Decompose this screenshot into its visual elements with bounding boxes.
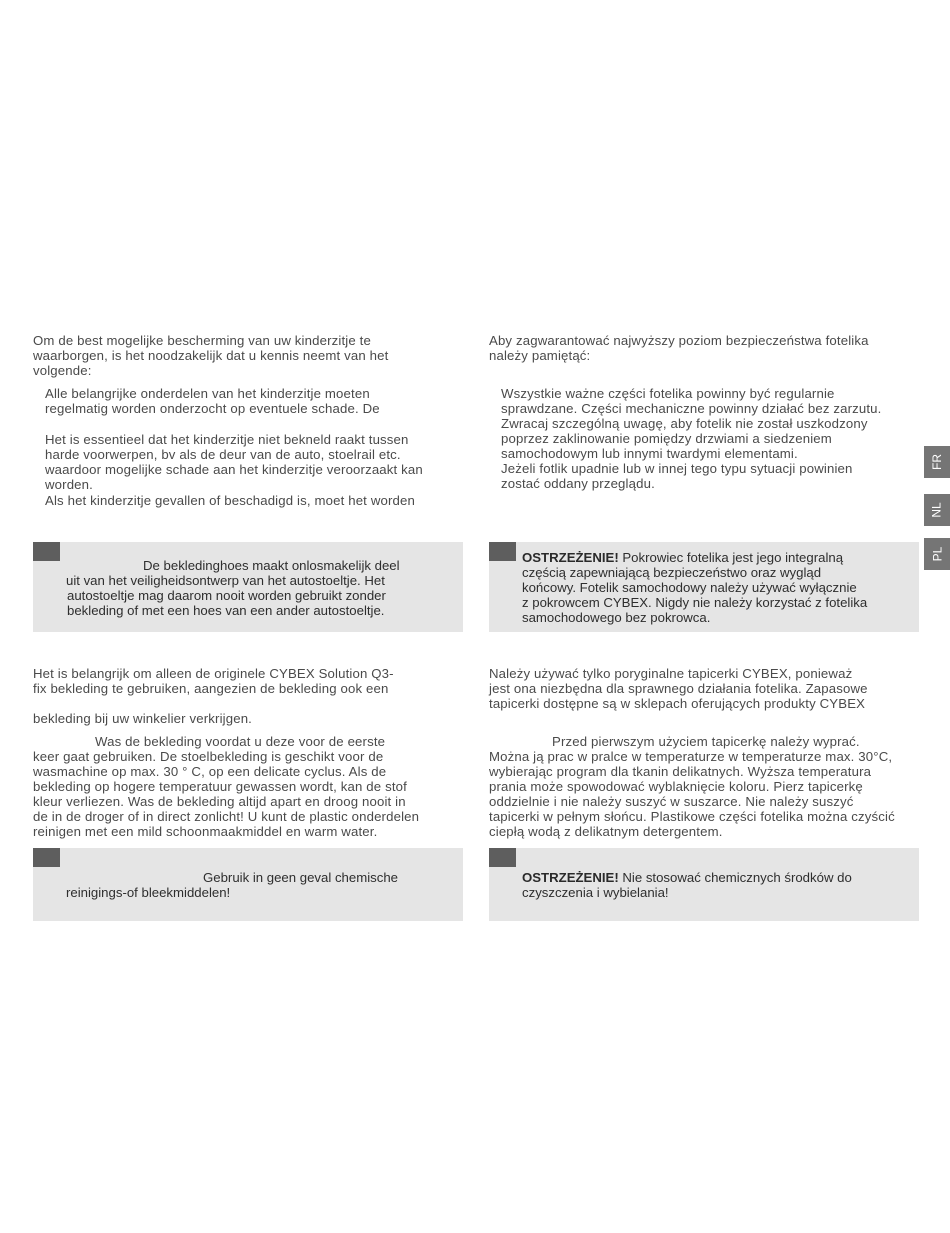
pl-wash-line: wybierając program dla tkanin delikatnych. Wyższa temperatura [489,764,872,779]
nl-bullet-line: harde voorwerpen, bv als de deur van de auto, stoelrail etc. [45,447,401,462]
pl-wash-line: tapicerki w pełnym słońcu. Plastikowe części fotelika można czyścić [489,809,895,824]
pl-bullets [501,386,931,491]
tab-label: PL [930,546,944,562]
nl-warning-line: Gebruik in geen geval chemische [203,870,398,885]
nl-warning-line: autostoeltje mag daarom nooit worden gebruikt zonder [67,588,386,603]
nl-cover-end [33,711,463,726]
pl-warning-line [522,870,852,885]
pl-bullet-line: samochodowym lub innymi twardymi elementami. [501,446,798,461]
pl-warning-label: OSTRZEŻENIE! [522,870,619,885]
nl-intro-line: Om de best mogelijke bescherming van uw kinderzitje te [33,333,371,348]
pl-wash-line: Można ją prac w pralce w temperaturze w temperaturze max. 30°C, [489,749,893,764]
pl-cover-line: tapicerki dostępne są w sklepach oferujących produkty CYBEX [489,696,866,711]
pl-warning-box-2 [489,848,919,921]
tab-label: NL [930,502,944,518]
nl-wash-line: wasmachine op max. 30 ° C, op een delicate cyclus. Als de [33,764,387,779]
pl-warning-box-1 [489,542,919,632]
nl-bullet-line: Als het kinderzitje gevallen of beschadigd is, moet het worden [45,493,415,508]
pl-warning-text: Pokrowiec fotelika jest jego integralną [622,550,844,565]
nl-wash-line: keer gaat gebruiken. De stoelbekleding is geschikt voor de [33,749,384,764]
pl-wash [489,734,919,839]
pl-bullet-line: sprawdzane. Części mechaniczne powinny działać bez zarzutu. [501,401,882,416]
nl-intro-line: volgende: [33,363,92,378]
nl-cover-line: bekleding bij uw winkelier verkrijgen. [33,711,252,726]
pl-warning-line: samochodowego bez pokrowca. [522,610,711,625]
nl-intro [33,333,463,378]
nl-warning-line: De bekledinghoes maakt onlosmakelijk deel [143,558,400,573]
tab-label: FR [930,454,944,470]
nl-warning-line: uit van het veiligheidsontwerp van het autostoeltje. Het [66,573,385,588]
pl-wash-line: Przed pierwszym użyciem tapicerkę należy wyprać. [552,734,860,749]
nl-bullet-3 [45,493,475,508]
pl-warning-line: końcowy. Fotelik samochodowy należy używać wyłącznie [522,580,857,595]
nl-warning-box-1 [33,542,463,632]
pl-intro-line: Aby zagwarantować najwyższy poziom bezpieczeństwa fotelika [489,333,869,348]
pl-intro [489,333,919,363]
pl-bullet-line: Wszystkie ważne części fotelika powinny być regularnie [501,386,835,401]
warning-square-icon [33,542,60,561]
pl-bullet-line: zostać oddany przeglądu. [501,476,655,491]
nl-bullet-1 [45,386,475,416]
nl-wash-line: Was de bekleding voordat u deze voor de eerste [95,734,386,749]
pl-intro-line: należy pamiętąć: [489,348,591,363]
nl-wash-line: reinigen met een mild schoonmaakmiddel en warm water. [33,824,378,839]
nl-cover-line: Het is belangrijk om alleen de originele CYBEX Solution Q3- [33,666,394,681]
pl-warning-line: czyszczenia i wybielania! [522,885,669,900]
pl-bullet-line: Jeżeli fotlik upadnie lub w innej tego typu sytuacji powinien [501,461,853,476]
pl-wash-line: prania może spowodować wyblaknięcie koloru. Pierz tapicerkę [489,779,863,794]
pl-warning-line: częścią zapewniającą bezpieczeństwo oraz wygląd [522,565,822,580]
nl-wash-line: de in de droger of in direct zonlicht! U kunt de plastic onderdelen [33,809,420,824]
pl-warning-label: OSTRZEŻENIE! [522,550,619,565]
pl-warning-line: z pokrowcem CYBEX. Nigdy nie należy korzystać z fotelika [522,595,868,610]
nl-cover [33,666,463,696]
nl-intro-line: waarborgen, is het noodzakelijk dat u kennis neemt van het [33,348,389,363]
nl-bullet-line: Het is essentieel dat het kinderzitje niet bekneld raakt tussen [45,432,409,447]
warning-square-icon [489,542,516,561]
nl-bullet-line: regelmatig worden onderzocht op eventuele schade. De [45,401,380,416]
tab-pl[interactable] [924,538,950,570]
nl-wash [33,734,463,839]
warning-square-icon [33,848,60,867]
nl-bullet-2 [45,432,475,492]
pl-cover [489,666,919,711]
nl-bullet-line: Alle belangrijke onderdelen van het kinderzitje moeten [45,386,370,401]
warning-square-icon [489,848,516,867]
nl-warning-line: reinigings-of bleekmiddelen! [66,885,231,900]
pl-wash-line: oddzielnie i nie należy suszyć w suszarce. Nie należy suszyć [489,794,854,809]
nl-bullet-line: worden. [45,477,93,492]
nl-bullet-line: waardoor mogelijke schade aan het kinderzitje veroorzaakt kan [45,462,423,477]
pl-wash-line: ciepłą wodą z delikatnym detergentem. [489,824,723,839]
nl-wash-line: kleur verliezen. Was de bekleding altijd apart en droog nooit in [33,794,406,809]
nl-warning-line: bekleding of met een hoes van een ander autostoeltje. [67,603,385,618]
nl-cover-line: fix bekleding te gebruiken, aangezien de bekleding ook een [33,681,389,696]
pl-cover-line: jest ona niezbędna dla sprawnego działania fotelika. Zapasowe [489,681,868,696]
pl-cover-line: Należy używać tylko poryginalne tapicerki CYBEX, ponieważ [489,666,853,681]
pl-bullet-line: poprzez zaklinowanie pomiędzy drzwiami a siedzeniem [501,431,832,446]
tab-fr[interactable] [924,446,950,478]
nl-wash-line: bekleding op hogere temperatuur gewassen wordt, kan de stof [33,779,407,794]
pl-warning-line [522,550,843,565]
nl-warning-box-2 [33,848,463,921]
pl-bullet-line: Zwracaj szczególną uwagę, aby fotelik nie został uszkodzony [501,416,868,431]
tab-nl[interactable] [924,494,950,526]
pl-warning-text: Nie stosować chemicznych środków do [622,870,852,885]
